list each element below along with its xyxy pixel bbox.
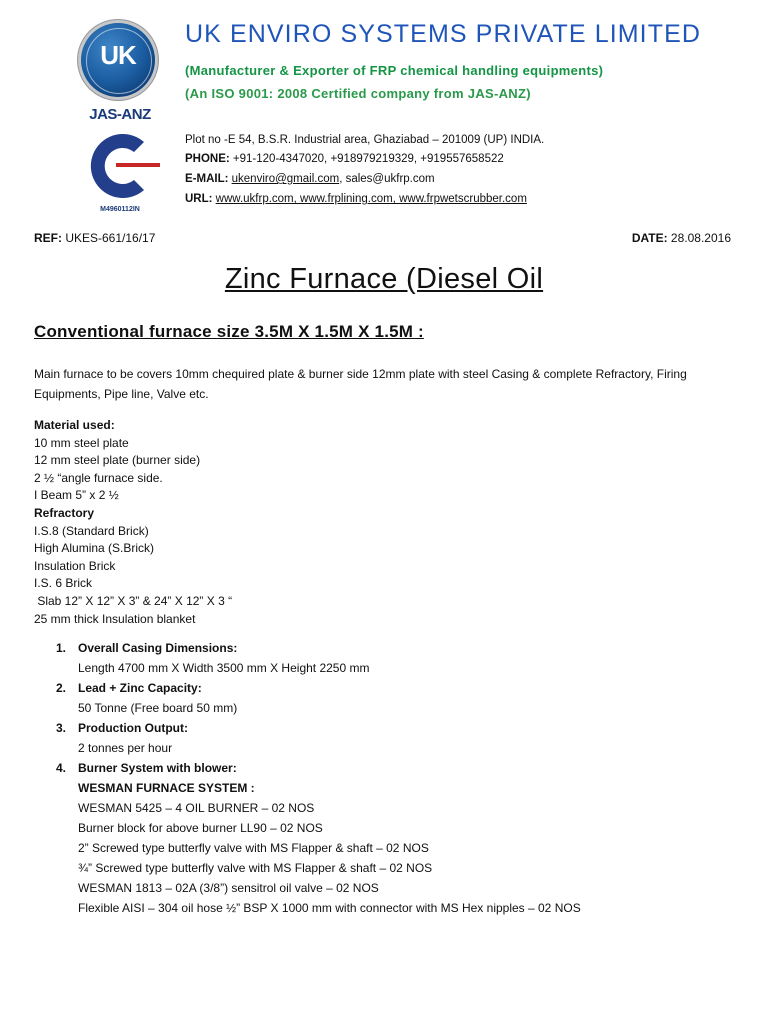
company-address: Plot no -E 54, B.S.R. Industrial area, Ghaziabad – 201009 (UP) INDIA. bbox=[185, 134, 545, 146]
spec-line: 50 Tonne (Free board 50 mm) bbox=[78, 701, 238, 715]
email-label: E-MAIL: bbox=[185, 173, 229, 185]
jas-anz-c-mark-icon bbox=[82, 126, 162, 206]
date-label: DATE: bbox=[631, 231, 668, 245]
spec-subheading: WESMAN FURNACE SYSTEM : bbox=[78, 781, 255, 795]
document-date bbox=[632, 231, 731, 245]
spec-line: WESMAN 5425 – 4 OIL BURNER – 02 NOS bbox=[78, 801, 315, 815]
phone-value: +91-120-4347020, +918979219329, +919557658522 bbox=[229, 153, 504, 165]
company-logo-block bbox=[74, 14, 166, 214]
refractory-item: 25 mm thick Insulation blanket bbox=[34, 611, 196, 626]
jas-anz-logo-text: JAS-ANZ bbox=[89, 106, 151, 123]
spec-number: 4. bbox=[56, 761, 67, 775]
intro-paragraph: Main furnace to be covers 10mm chequired plate & burner side 12mm plate with steel Casing & complete Refractory, Firing Equipments, Pipe line, Valve etc. bbox=[34, 367, 687, 401]
spec-line: ¾” Screwed type butterfly valve with MS Flapper & shaft – 02 NOS bbox=[78, 861, 433, 875]
spec-item bbox=[34, 638, 581, 678]
spec-item bbox=[34, 678, 581, 718]
company-url bbox=[185, 193, 527, 205]
refractory-item: Insulation Brick bbox=[34, 558, 116, 573]
url-label: URL: bbox=[185, 193, 213, 205]
spec-line: 2 tonnes per hour bbox=[78, 741, 173, 755]
date-value: 28.08.2016 bbox=[667, 231, 731, 245]
spec-item bbox=[34, 718, 581, 758]
materials-section bbox=[34, 417, 232, 628]
email-secondary: , sales@ukfrp.com bbox=[339, 173, 435, 185]
refractory-item: High Alumina (S.Brick) bbox=[34, 541, 155, 556]
spec-heading: Production Output: bbox=[78, 721, 188, 735]
uk-logo-text: UK bbox=[100, 40, 136, 70]
material-item: I Beam 5” x 2 ½ bbox=[34, 488, 119, 503]
document-title: Zinc Furnace (Diesel Oil bbox=[224, 263, 544, 295]
spec-number: 2. bbox=[56, 681, 67, 695]
company-tagline: (Manufacturer & Exporter of FRP chemical handling equipments) bbox=[185, 63, 604, 78]
email-link[interactable]: ukenviro@gmail.com bbox=[231, 173, 340, 185]
refractory-heading: Refractory bbox=[34, 505, 95, 520]
ref-value: UKES-661/16/17 bbox=[62, 231, 156, 245]
url-links[interactable]: www.ukfrp.com, www.frplining.com, www.frpwetscrubber.com bbox=[215, 193, 527, 205]
spec-heading: Lead + Zinc Capacity: bbox=[78, 681, 202, 695]
phone-label: PHONE: bbox=[185, 153, 230, 165]
spec-number: 3. bbox=[56, 721, 67, 735]
spec-line: 2” Screwed type butterfly valve with MS Flapper & shaft – 02 NOS bbox=[78, 841, 429, 855]
iso-certification-line: (An ISO 9001: 2008 Certified company from JAS-ANZ) bbox=[185, 86, 531, 101]
certification-number: M4960112IN bbox=[100, 206, 140, 213]
spec-line: Length 4700 mm X Width 3500 mm X Height 2250 mm bbox=[78, 661, 370, 675]
company-phone bbox=[185, 153, 504, 165]
reference-number bbox=[34, 231, 155, 245]
refractory-item: Slab 12” X 12” X 3” & 24” X 12” X 3 “ bbox=[34, 593, 233, 608]
refractory-item: I.S.8 (Standard Brick) bbox=[34, 523, 149, 538]
furnace-size-heading: Conventional furnace size 3.5M X 1.5M X 1.5M : bbox=[34, 322, 424, 341]
spec-heading: Overall Casing Dimensions: bbox=[78, 641, 238, 655]
ref-label: REF: bbox=[34, 231, 62, 245]
material-item: 12 mm steel plate (burner side) bbox=[34, 453, 201, 468]
spec-line: Burner block for above burner LL90 – 02 NOS bbox=[78, 821, 323, 835]
company-email bbox=[185, 173, 435, 185]
spec-item bbox=[34, 758, 581, 918]
specification-list bbox=[34, 638, 581, 918]
spec-heading: Burner System with blower: bbox=[78, 761, 237, 775]
material-item: 2 ½ “angle furnace side. bbox=[34, 470, 163, 485]
materials-heading: Material used: bbox=[34, 418, 115, 432]
company-name: UK ENVIRO SYSTEMS PRIVATE LIMITED bbox=[185, 20, 702, 48]
material-item: 10 mm steel plate bbox=[34, 435, 129, 450]
refractory-item: I.S. 6 Brick bbox=[34, 576, 93, 591]
spec-number: 1. bbox=[56, 641, 67, 655]
spec-line: WESMAN 1813 – 02A (3/8”) sensitrol oil valve – 02 NOS bbox=[78, 881, 379, 895]
spec-line: Flexible AISI – 304 oil hose ½” BSP X 1000 mm with connector with MS Hex nipples – 02 NOS bbox=[78, 901, 581, 915]
